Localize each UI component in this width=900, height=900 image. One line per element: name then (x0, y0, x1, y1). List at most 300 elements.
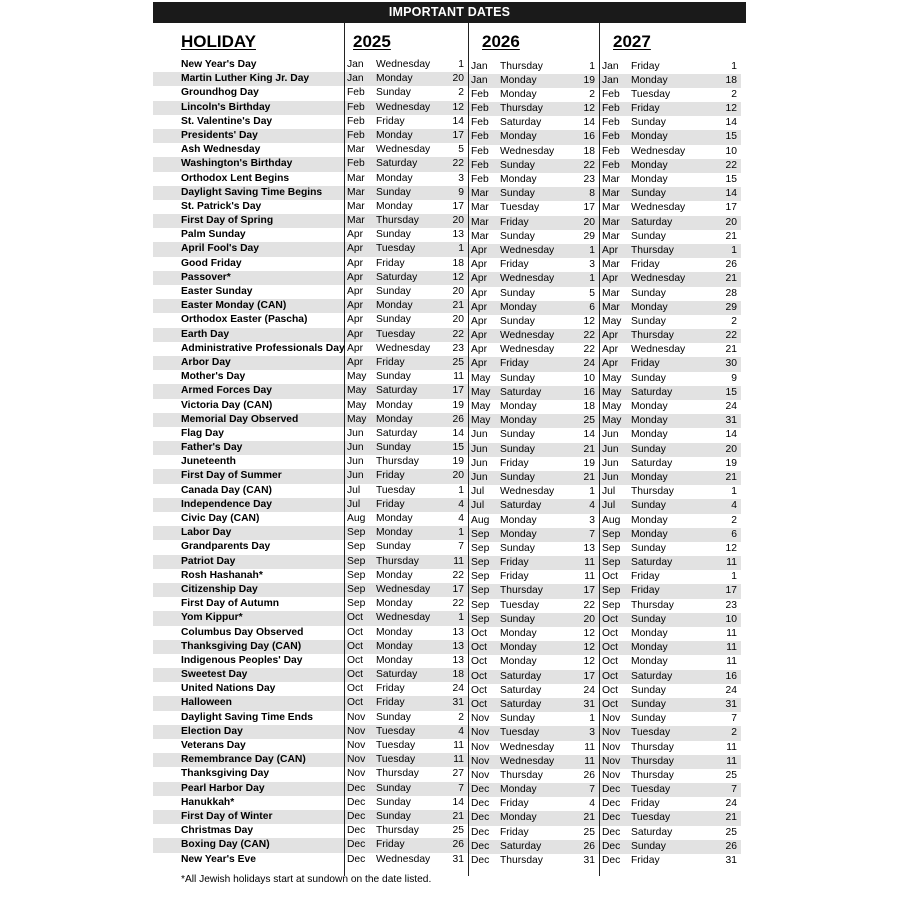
weekday: Monday (500, 514, 537, 526)
date-row (469, 528, 599, 542)
date-row (345, 200, 468, 214)
month: Jun (602, 443, 619, 455)
holiday-name: April Fool's Day (153, 242, 344, 256)
day-number: 21 (452, 300, 464, 312)
weekday: Sunday (376, 186, 411, 198)
month: Dec (471, 826, 490, 838)
weekday: Tuesday (631, 727, 671, 739)
month: May (471, 415, 491, 427)
date-row (345, 526, 468, 540)
month: Oct (471, 670, 488, 682)
date-row (469, 471, 599, 485)
date-row (345, 399, 468, 413)
day-number: 27 (452, 768, 464, 780)
weekday: Saturday (500, 840, 542, 852)
weekday: Friday (376, 257, 405, 269)
holiday-name: Hanukkah* (181, 796, 235, 808)
weekday: Tuesday (631, 88, 671, 100)
month: Mar (602, 202, 620, 214)
day-number: 12 (583, 642, 595, 654)
date-row (469, 88, 599, 102)
day-number: 14 (452, 115, 464, 127)
month: Sep (602, 585, 621, 597)
date-row (600, 783, 741, 797)
holiday-name: Orthodox Lent Begins (181, 172, 290, 184)
day-number: 1 (458, 243, 464, 255)
date-row (600, 130, 741, 144)
weekday: Thursday (376, 555, 419, 567)
date-row (345, 242, 468, 256)
month: Dec (602, 784, 621, 796)
weekday: Sunday (376, 371, 411, 383)
weekday: Friday (500, 557, 529, 569)
day-number: 19 (452, 456, 464, 468)
day-number: 16 (583, 131, 595, 143)
weekday: Monday (376, 413, 413, 425)
day-number: 22 (725, 330, 737, 342)
day-number: 18 (583, 401, 595, 412)
day-number: 13 (452, 626, 464, 638)
weekday: Sunday (376, 711, 411, 723)
month: Jun (347, 442, 364, 454)
date-row (469, 159, 599, 173)
holiday-name: Columbus Day Observed (181, 626, 304, 638)
holiday-name: Indigenous Peoples' Day (181, 654, 303, 666)
month: Oct (602, 698, 619, 710)
weekday: Sunday (631, 500, 666, 512)
weekday: Sunday (500, 471, 535, 483)
weekday: Wednesday (500, 330, 555, 342)
day-number: 15 (725, 386, 737, 398)
day-number: 11 (726, 741, 737, 753)
day-number: 12 (452, 271, 464, 283)
date-row (469, 741, 599, 755)
weekday: Sunday (500, 315, 535, 327)
day-number: 20 (583, 613, 595, 625)
weekday: Tuesday (500, 202, 540, 214)
day-number: 17 (583, 202, 595, 214)
weekday: Sunday (376, 541, 411, 553)
weekday: Tuesday (376, 484, 416, 496)
month: Nov (471, 755, 490, 767)
weekday: Friday (500, 798, 529, 810)
date-row (469, 357, 599, 371)
date-row (600, 641, 741, 655)
weekday: Sunday (500, 159, 535, 171)
weekday: Saturday (631, 670, 673, 682)
date-row (600, 414, 741, 428)
month: Feb (602, 159, 620, 171)
day-number: 22 (583, 344, 595, 356)
weekday: Friday (631, 571, 660, 583)
day-number: 11 (726, 656, 737, 668)
month: Feb (471, 117, 489, 129)
month: Jul (471, 500, 485, 512)
weekday: Saturday (500, 386, 542, 398)
date-row (469, 145, 599, 159)
weekday: Friday (500, 216, 529, 228)
date-row (600, 570, 741, 584)
month: Feb (347, 158, 365, 170)
day-number: 14 (452, 427, 464, 439)
year-2025-column (345, 58, 468, 867)
weekday: Thursday (631, 741, 674, 753)
month: Mar (602, 230, 620, 242)
date-row (345, 143, 468, 157)
date-row (600, 74, 741, 88)
month: Apr (471, 358, 488, 370)
weekday: Monday (500, 74, 537, 86)
date-row (600, 60, 741, 74)
date-row (345, 328, 468, 342)
day-number: 22 (452, 569, 464, 581)
day-number: 9 (458, 186, 464, 198)
weekday: Monday (376, 300, 413, 312)
month: Sep (602, 542, 621, 554)
holiday-name: First Day of Autumn (181, 598, 280, 610)
day-number: 20 (583, 216, 595, 228)
weekday: Wednesday (376, 583, 431, 595)
month: Apr (471, 287, 488, 299)
weekday: Sunday (376, 442, 411, 454)
day-number: 4 (589, 798, 595, 810)
date-row (469, 599, 599, 613)
weekday: Thursday (631, 599, 674, 611)
month: Apr (347, 342, 364, 354)
weekday: Monday (631, 656, 668, 668)
day-number: 31 (452, 697, 464, 709)
month: Sep (471, 585, 490, 597)
date-row (469, 287, 599, 301)
month: Oct (347, 683, 364, 695)
holiday-name: Palm Sunday (181, 229, 246, 241)
day-number: 1 (458, 527, 464, 539)
date-row (600, 514, 741, 528)
day-number: 31 (583, 698, 595, 710)
day-number: 10 (725, 613, 737, 625)
holiday-name: Rosh Hashanah* (181, 569, 263, 581)
holiday-name: Victoria Day (CAN) (181, 399, 273, 411)
month: Jan (471, 60, 488, 72)
weekday: Sunday (631, 684, 666, 696)
date-row (345, 725, 468, 739)
month: Dec (347, 782, 366, 794)
holiday-name: Labor Day (153, 526, 344, 540)
month: Apr (347, 300, 364, 312)
holiday-name: Veterans Day (181, 740, 246, 751)
day-number: 17 (452, 583, 464, 595)
day-number: 14 (725, 429, 737, 441)
month: Oct (471, 656, 488, 668)
weekday: Sunday (500, 429, 535, 441)
month: Oct (347, 654, 364, 666)
date-row (345, 512, 468, 526)
date-row (345, 810, 468, 824)
weekday: Thursday (500, 585, 543, 597)
month: Feb (602, 131, 620, 143)
day-number: 11 (584, 557, 595, 569)
day-number: 4 (731, 500, 737, 512)
weekday: Sunday (631, 188, 666, 200)
date-row (345, 668, 468, 682)
month: Dec (347, 796, 366, 808)
date-row (345, 455, 468, 469)
month: Jul (602, 500, 616, 512)
weekday: Thursday (631, 244, 674, 256)
date-row (469, 272, 599, 286)
month: Nov (471, 741, 490, 753)
holiday-name: Groundhog Day (181, 87, 259, 99)
date-row (600, 528, 741, 542)
day-number: 10 (725, 145, 737, 157)
month: Dec (602, 812, 621, 824)
month: Feb (471, 159, 489, 171)
month: Dec (602, 826, 621, 838)
date-row (345, 484, 468, 498)
holiday-name: Lincoln's Birthday (153, 101, 344, 115)
month: May (347, 399, 367, 411)
month: Apr (471, 301, 488, 313)
holiday-name: Mother's Day (181, 371, 246, 383)
month: May (347, 385, 367, 397)
date-row (469, 315, 599, 329)
day-number: 24 (725, 798, 737, 810)
date-row (469, 726, 599, 740)
month: Dec (471, 784, 490, 796)
month: May (471, 372, 491, 384)
weekday: Monday (631, 429, 668, 441)
month: Nov (602, 741, 621, 753)
month: Mar (602, 301, 620, 313)
weekday: Friday (631, 798, 660, 810)
month: Jun (471, 471, 488, 483)
holiday-name: Armed Forces Day (153, 384, 344, 398)
day-number: 20 (452, 470, 464, 482)
weekday: Sunday (631, 542, 666, 554)
month: Mar (471, 216, 489, 228)
day-number: 20 (452, 73, 464, 85)
day-number: 1 (458, 59, 464, 70)
weekday: Thursday (500, 769, 543, 781)
date-row (469, 116, 599, 130)
weekday: Monday (500, 301, 537, 313)
date-row (469, 641, 599, 655)
weekday: Friday (376, 115, 405, 127)
month: Jun (347, 456, 364, 468)
weekday: Saturday (631, 557, 673, 569)
date-row (469, 499, 599, 513)
date-row (345, 72, 468, 86)
day-number: 25 (452, 825, 464, 837)
weekday: Saturday (631, 457, 673, 469)
day-number: 2 (731, 514, 737, 526)
date-row (469, 514, 599, 528)
weekday: Sunday (376, 229, 411, 241)
day-number: 2 (589, 88, 595, 100)
date-row (600, 88, 741, 102)
date-row (345, 853, 468, 867)
month: Jun (602, 429, 619, 441)
day-number: 22 (452, 328, 464, 340)
weekday: Wednesday (631, 202, 686, 214)
holiday-name: Orthodox Easter (Pascha) (181, 314, 308, 326)
weekday: Monday (631, 642, 668, 654)
date-row (600, 145, 741, 159)
weekday: Monday (500, 174, 537, 185)
day-number: 30 (725, 358, 737, 370)
month: Sep (347, 598, 366, 610)
day-number: 22 (583, 330, 595, 342)
day-number: 24 (583, 684, 595, 696)
day-number: 7 (589, 784, 595, 796)
date-row (345, 342, 468, 356)
day-number: 5 (458, 144, 464, 156)
day-number: 17 (583, 670, 595, 682)
day-number: 6 (589, 301, 595, 313)
day-number: 3 (589, 514, 595, 526)
holiday-name: Grandparents Day (181, 541, 271, 553)
holiday-column (153, 58, 344, 867)
day-number: 11 (726, 642, 737, 654)
month: Sep (471, 528, 490, 540)
month: Mar (602, 188, 620, 200)
month: Apr (347, 229, 364, 241)
holiday-name: New Year's Eve (181, 853, 256, 865)
weekday: Wednesday (376, 612, 431, 624)
weekday: Sunday (500, 443, 535, 455)
day-number: 31 (583, 855, 595, 866)
month: Oct (471, 628, 488, 639)
month: Sep (347, 555, 366, 567)
date-row (345, 611, 468, 625)
weekday: Friday (376, 498, 405, 510)
day-number: 26 (725, 259, 737, 271)
day-number: 21 (725, 812, 737, 824)
date-row (345, 782, 468, 796)
month: Sep (471, 571, 490, 583)
date-row (600, 102, 741, 116)
day-number: 12 (583, 315, 595, 327)
day-number: 8 (589, 188, 595, 200)
weekday: Sunday (631, 287, 666, 299)
day-number: 1 (589, 713, 595, 725)
month: Feb (471, 174, 489, 185)
weekday: Wednesday (631, 273, 686, 285)
date-row (469, 301, 599, 315)
month: Nov (602, 713, 621, 725)
day-number: 18 (583, 145, 595, 157)
date-row (600, 741, 741, 755)
weekday: Monday (376, 172, 413, 184)
holiday-name: Sweetest Day (153, 668, 344, 682)
date-row (345, 696, 468, 710)
day-number: 1 (458, 484, 464, 496)
date-row (345, 115, 468, 129)
date-row (469, 811, 599, 825)
date-row (600, 386, 741, 400)
weekday: Sunday (376, 810, 411, 822)
day-number: 2 (458, 711, 464, 723)
holiday-name: Daylight Saving Time Begins (153, 186, 344, 200)
month: Mar (602, 287, 620, 299)
day-number: 23 (452, 342, 464, 354)
date-row (469, 854, 599, 868)
weekday: Wednesday (500, 486, 555, 498)
day-number: 11 (584, 571, 595, 583)
month: Nov (602, 755, 621, 767)
weekday: Friday (500, 571, 529, 583)
weekday: Sunday (631, 840, 666, 852)
year-2026-column (469, 60, 599, 869)
date-row (600, 584, 741, 598)
weekday: Monday (500, 784, 537, 796)
date-row (345, 172, 468, 186)
day-number: 19 (725, 457, 737, 469)
day-number: 1 (731, 486, 737, 498)
footnote: *All Jewish holidays start at sundown on the date listed. (181, 874, 432, 885)
holiday-name: Patriot Day (153, 555, 344, 569)
month: Sep (471, 613, 490, 625)
month: Nov (347, 768, 366, 780)
month: Sep (602, 599, 621, 611)
date-row (469, 343, 599, 357)
day-number: 11 (584, 741, 595, 753)
day-number: 31 (725, 698, 737, 710)
date-row (345, 498, 468, 512)
month: Apr (347, 328, 364, 340)
date-row (469, 329, 599, 343)
day-number: 14 (583, 117, 595, 129)
holiday-name: Boxing Day (CAN) (153, 838, 344, 852)
month: Feb (602, 145, 620, 157)
day-number: 25 (725, 826, 737, 838)
date-row (345, 285, 468, 299)
date-row (469, 60, 599, 74)
month: Feb (347, 115, 365, 127)
day-number: 14 (452, 796, 464, 808)
date-row (600, 655, 741, 669)
day-number: 25 (583, 826, 595, 838)
weekday: Monday (376, 654, 413, 666)
month: Nov (602, 727, 621, 739)
holiday-name: Easter Monday (CAN) (153, 299, 344, 313)
weekday: Saturday (376, 271, 418, 283)
date-row (345, 838, 468, 852)
holiday-name: St. Valentine's Day (181, 115, 273, 127)
month: Mar (347, 172, 365, 184)
date-row (600, 173, 741, 187)
month: Apr (347, 257, 364, 269)
day-number: 3 (589, 727, 595, 739)
month: Jan (347, 59, 364, 70)
day-number: 22 (452, 598, 464, 610)
day-number: 24 (452, 683, 464, 695)
weekday: Sunday (631, 613, 666, 625)
weekday: Monday (500, 628, 537, 639)
month: Oct (602, 642, 619, 654)
date-row (345, 441, 468, 455)
weekday: Friday (376, 683, 405, 695)
weekday: Monday (631, 301, 668, 313)
day-number: 21 (452, 810, 464, 822)
holiday-name: Administrative Professionals Day (181, 342, 345, 354)
day-number: 31 (452, 853, 464, 865)
holiday-name: Easter Sunday (181, 286, 253, 297)
holiday-name: Arbor Day (153, 356, 344, 370)
date-row (600, 343, 741, 357)
month: Feb (347, 129, 365, 141)
month: Apr (602, 344, 619, 356)
